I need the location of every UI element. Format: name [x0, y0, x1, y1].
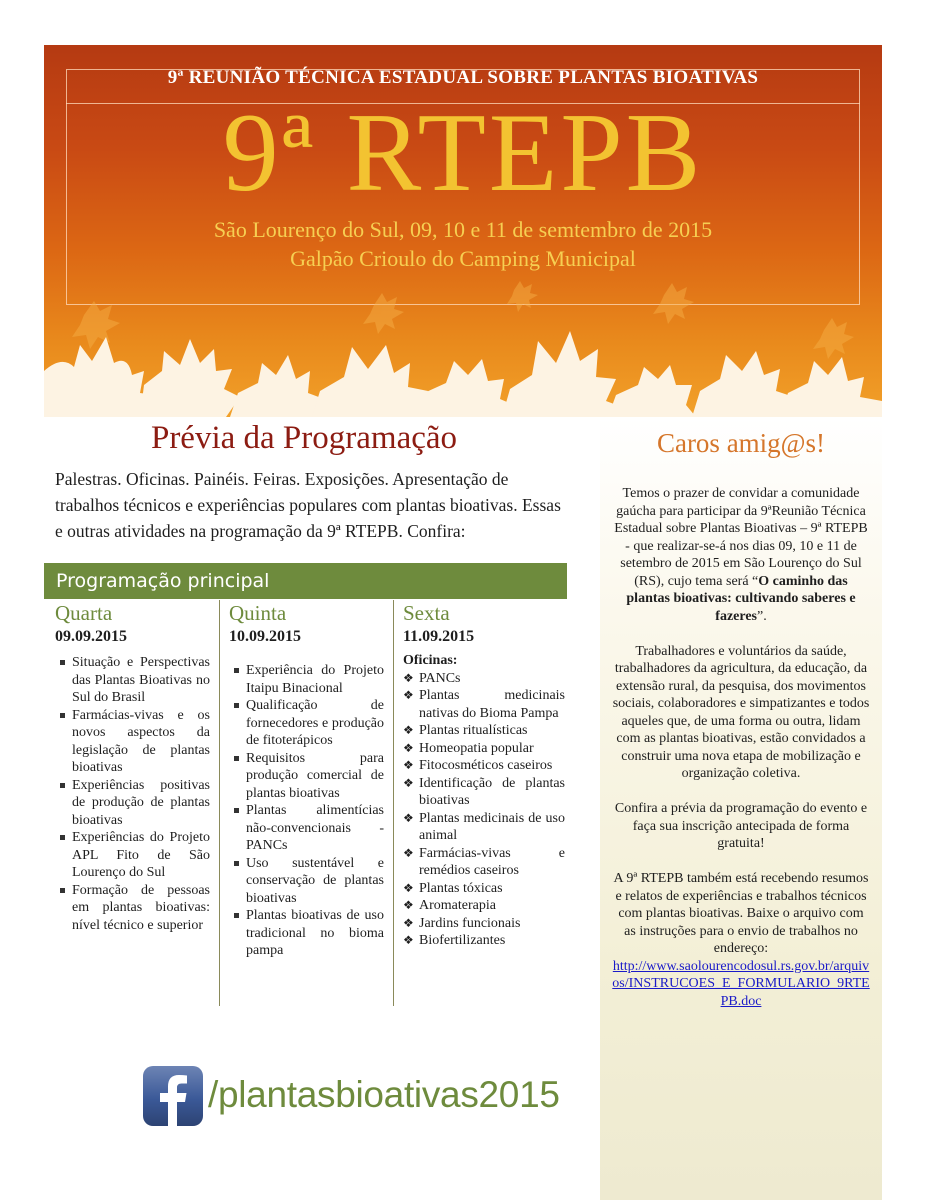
list-item: ❖ Farmácias-vivas e remédios caseiros — [403, 845, 565, 880]
event-venue: Galpão Crioulo do Camping Municipal — [290, 246, 636, 271]
list-item: Uso sustentável e conservação de plantas bioativas — [229, 855, 384, 908]
event-acronym-title: 9ª RTEPB — [222, 91, 704, 215]
facebook-f-icon[interactable] — [143, 1066, 203, 1126]
column-divider — [219, 600, 220, 1006]
workshops-label: Oficinas: — [403, 653, 458, 668]
day-column-friday — [403, 600, 565, 950]
column-divider — [393, 600, 394, 1006]
talk-list — [55, 654, 210, 934]
invitation-paragraph — [612, 485, 870, 625]
list-item: ❖ Plantas tóxicas — [403, 880, 565, 898]
list-item: Qualificação de fornecedores e produção de fitoterápicos — [229, 697, 384, 750]
list-item: Plantas alimentícias não-convencionais - PANCs — [229, 802, 384, 855]
invitation-text-part: Temos o prazer de convidar a comunidade gaúcha para participar da 9ªReunião Técnica Estadual sobre Plantas Bioativas – 9ª RTEPB - que realizar-se-á nos dias 09, 10 e 11 de setembro de 2015 em São Lourenço do Sul (RS), cujo tema será “ — [614, 486, 868, 589]
autumn-leaves-illustration — [44, 275, 882, 417]
day-column-thursday — [229, 600, 384, 960]
day-name: Sexta — [403, 601, 450, 625]
day-column-wednesday — [55, 600, 210, 934]
program-header-bar: Programação principal — [44, 563, 567, 599]
header-banner — [44, 45, 882, 417]
submission-paragraph — [612, 870, 870, 1010]
workshop-list — [403, 670, 565, 950]
day-name: Quarta — [55, 601, 113, 625]
list-item: Formação de pessoas em plantas bioativas: nível técnico e superior — [55, 882, 210, 935]
list-item: Requisitos para produção comercial de plantas bioativas — [229, 750, 384, 803]
day-date: 10.09.2015 — [229, 628, 301, 645]
list-item: Experiências do Projeto APL Fito de São Lourenço do Sul — [55, 829, 210, 882]
list-item: ❖ Aromaterapia — [403, 897, 565, 915]
list-item: ❖ PANCs — [403, 670, 565, 688]
list-item: ❖ Identificação de plantas bioativas — [403, 775, 565, 810]
list-item: ❖ Jardins funcionais — [403, 915, 565, 933]
event-full-name: 9ª REUNIÃO TÉCNICA ESTADUAL SOBRE PLANTAS BIOATIVAS — [167, 67, 759, 88]
facebook-handle-link[interactable]: /plantasbioativas2015 — [208, 1074, 560, 1115]
day-name: Quinta — [229, 601, 287, 625]
list-item: Experiências positivas de produção de plantas bioativas — [55, 777, 210, 830]
audience-paragraph: Trabalhadores e voluntários da saúde, trabalhadores da agricultura, da educação, da extensão rural, da pesquisa, dos movimentos sociais, colaboradores e simpatizantes e todos aqueles que, de uma forma ou outra, lidam com as plantas bioativas, estão convidados a construir uma nova etapa de mobilização e organização coletiva. — [612, 643, 870, 781]
talk-list — [229, 662, 384, 960]
list-item: ❖ Homeopatia popular — [403, 740, 565, 758]
day-date: 09.09.2015 — [55, 628, 127, 645]
list-item: ❖ Plantas medicinais nativas do Bioma Pampa — [403, 687, 565, 722]
invitation-text-part: ”. — [757, 608, 767, 624]
invitation-text — [612, 485, 870, 1028]
list-item: ❖ Plantas medicinais de uso animal — [403, 810, 565, 845]
preview-intro: Palestras. Oficinas. Painéis. Feiras. Exposições. Apresentação de trabalhos técnicos e experiências populares com plantas bioativas. Essas e outras atividades na programação da 9ª RTEPB. Confira: — [55, 469, 561, 541]
list-item: Situação e Perspectivas das Plantas Bioativas no Sul do Brasil — [55, 654, 210, 707]
event-theme: O caminho das plantas bioativas: cultivando saberes e fazeres — [626, 573, 856, 624]
list-item: Experiência do Projeto Itaipu Binacional — [229, 662, 384, 697]
list-item: Farmácias-vivas e os novos aspectos da legislação de plantas bioativas — [55, 707, 210, 777]
list-item: Plantas bioativas de uso tradicional no bioma pampa — [229, 907, 384, 960]
registration-paragraph: Confira a prévia da programação do evento e faça sua inscrição antecipada de forma gratuita! — [614, 801, 868, 851]
day-date: 11.09.2015 — [403, 628, 475, 645]
submission-text: A 9ª RTEPB também está recebendo resumos e relatos de experiências e trabalhos técnicos com plantas bioativas. Baixe o arquivo com as instruções para o envio de trabalhos no endereço: — [613, 871, 869, 956]
list-item: ❖ Biofertilizantes — [403, 932, 565, 950]
event-location-date: São Lourenço do Sul, 09, 10 e 11 de semtembro de 2015 — [213, 217, 713, 242]
preview-heading: Prévia da Programação — [150, 420, 458, 456]
list-item: ❖ Fitocosméticos caseiros — [403, 757, 565, 775]
list-item: ❖ Plantas ritualísticas — [403, 722, 565, 740]
instructions-download-link[interactable]: http://www.saolourencodosul.rs.gov.br/arquivos/INSTRUCOES_E_FORMULARIO_9RTEPB.doc — [612, 958, 870, 1009]
sidebar-greeting: Caros amig@s! — [656, 428, 826, 458]
